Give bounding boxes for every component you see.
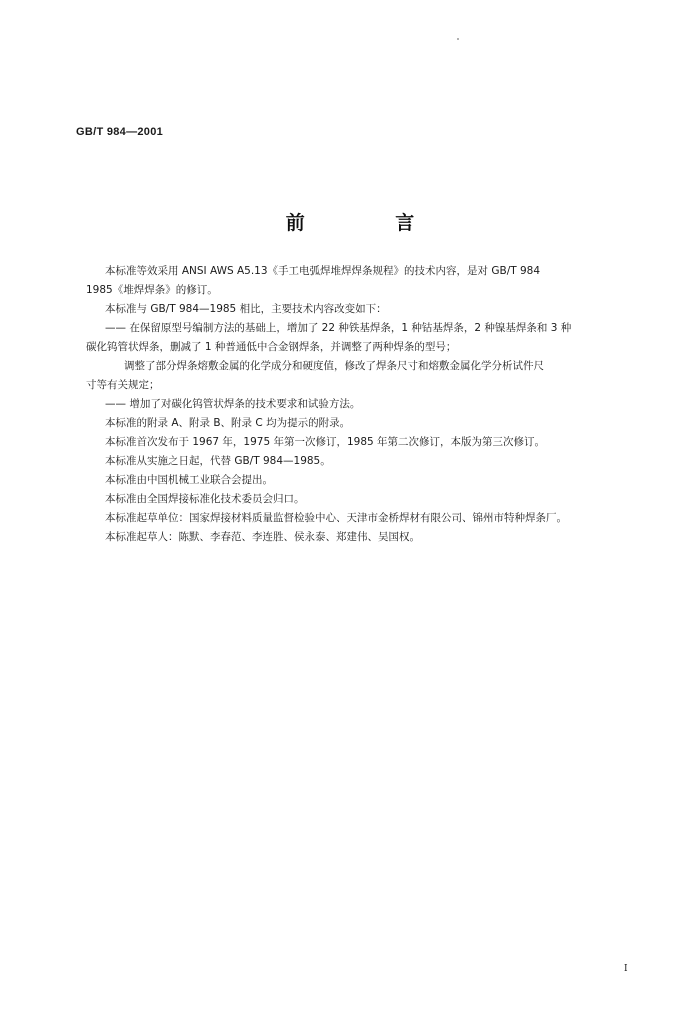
paragraph-line: 调整了部分焊条熔敷金属的化学成分和硬度值，修改了焊条尺寸和熔敷金属化学分析试件尺 [124, 360, 544, 372]
paragraph-line: —— 增加了对碳化钨管状焊条的技术要求和试验方法。 [105, 398, 361, 410]
paragraph-line: 本标准由全国焊接标准化技术委员会归口。 [105, 493, 305, 505]
page-number: I [624, 964, 628, 974]
paragraph-line: 本标准的附录 A、附录 B、附录 C 均为提示的附录。 [105, 417, 351, 429]
paragraph-line: 本标准与 GB/T 984—1985 相比，主要技术内容改变如下： [105, 303, 387, 315]
paragraph-line: 本标准等效采用 ANSI AWS A5.13《手工电弧焊堆焊焊条规程》的技术内容，是对 GB/T 984 [105, 265, 541, 277]
paragraph-line: 1985《堆焊焊条》的修订。 [86, 284, 218, 296]
foreword-body [86, 262, 646, 547]
paragraph-line: 寸等有关规定； [86, 379, 160, 391]
paragraph-line: 本标准起草单位：国家焊接材料质量监督检验中心、天津市金桥焊材有限公司、锦州市特种焊条厂。 [105, 512, 567, 524]
paragraph-line: 本标准首次发布于 1967 年，1975 年第一次修订，1985 年第二次修订，本版为第三次修订。 [105, 436, 546, 448]
document-code-header: GB/T 984—2001 [76, 126, 164, 138]
paragraph-line: 碳化钨管状焊条，删减了 1 种普通低中合金钢焊条，并调整了两种焊条的型号； [86, 341, 457, 353]
paragraph-line: —— 在保留原型号编制方法的基础上，增加了 22 种铁基焊条，1 种钴基焊条，2 种镍基焊条和 3 种 [105, 322, 572, 334]
paragraph-line: 本标准起草人：陈默、李春范、李连胜、侯永泰、郑建伟、吴国权。 [105, 531, 420, 543]
scan-speck [457, 38, 459, 40]
paragraph-line: 本标准由中国机械工业联合会提出。 [105, 474, 273, 486]
page-title: 前 言 [285, 212, 457, 234]
paragraph-line: 本标准从实施之日起，代替 GB/T 984—1985。 [105, 455, 331, 467]
